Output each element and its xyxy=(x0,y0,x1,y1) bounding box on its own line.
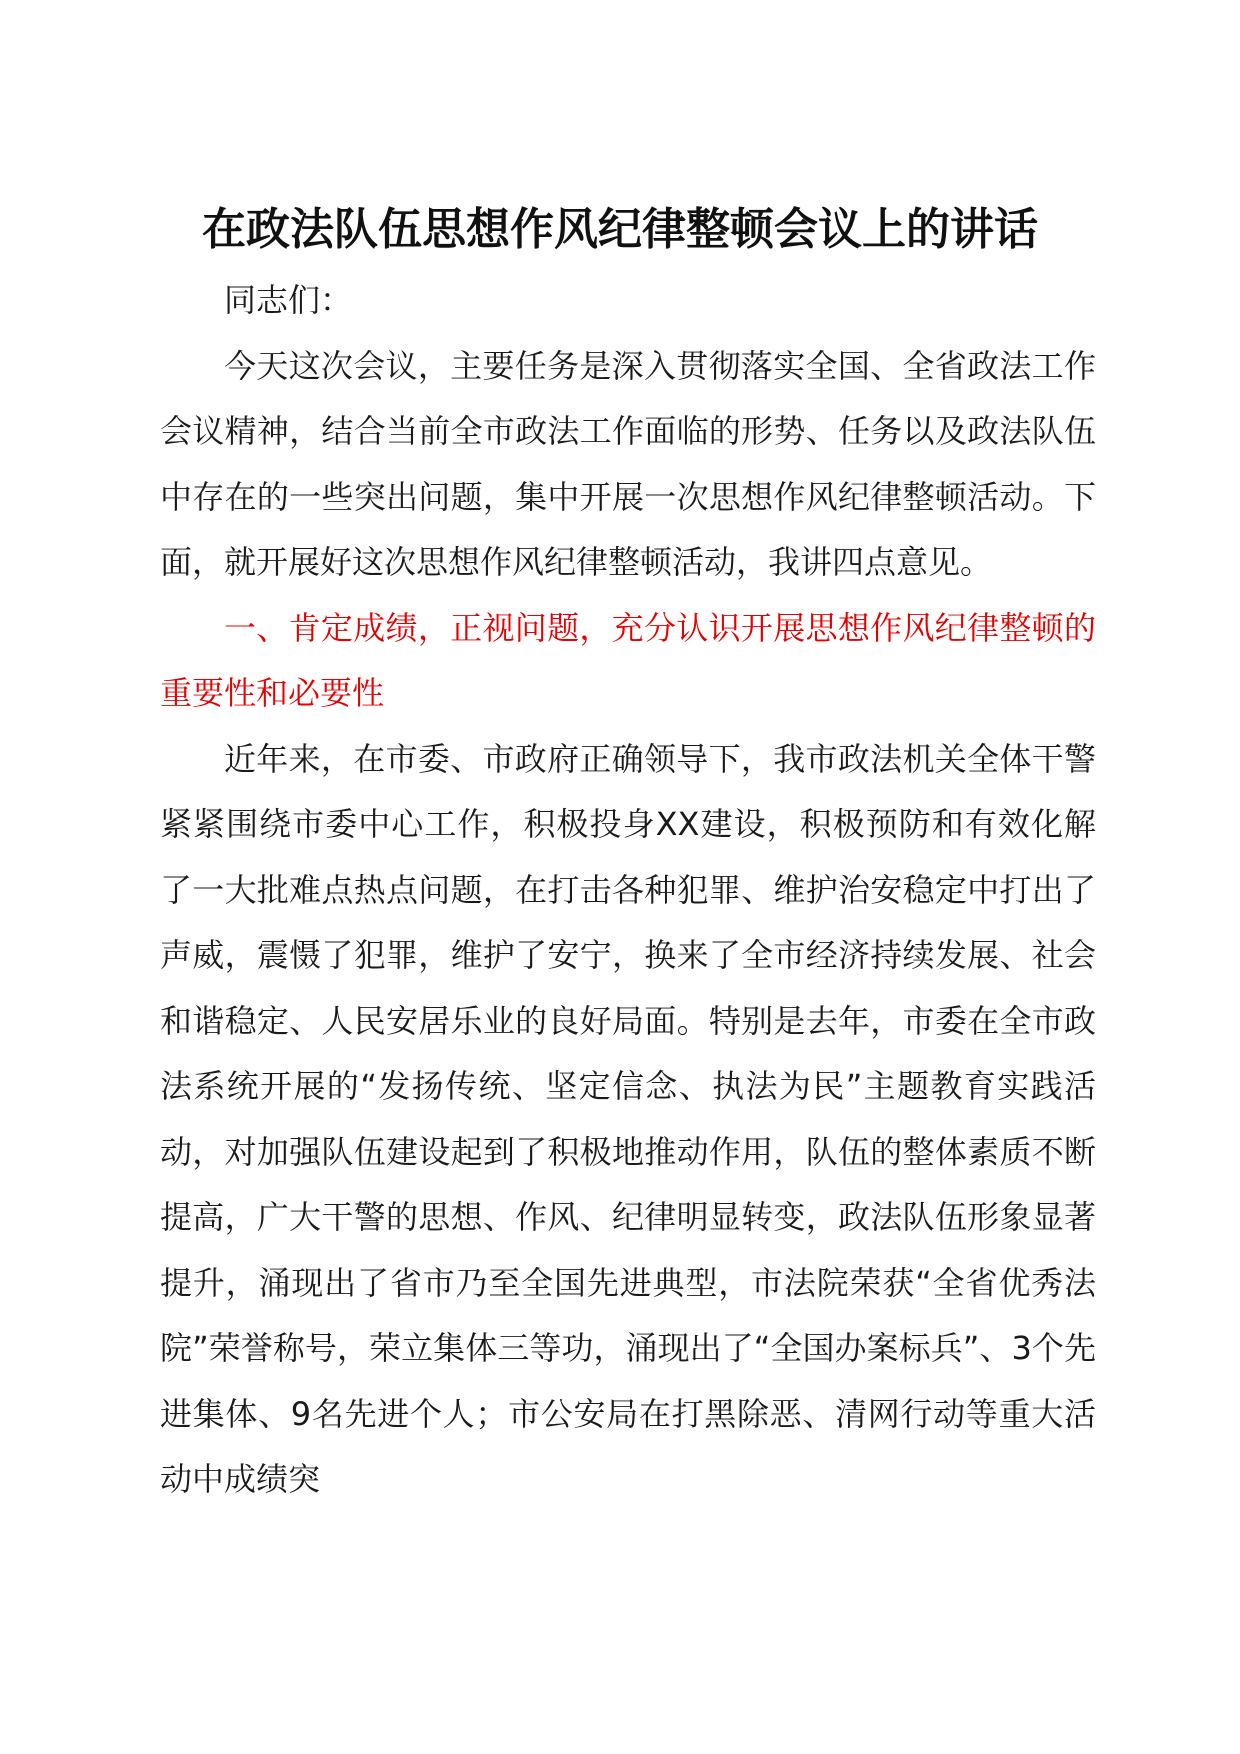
paragraph-intro: 今天这次会议，主要任务是深入贯彻落实全国、全省政法工作会议精神，结合当前全市政法工作面临的形势、任务以及政法队伍中存在的一些突出问题，集中开展一次思想作风纪律整顿活动。下面，就开展好这次思想作风纪律整顿活动，我讲四点意见。 xyxy=(160,346,1096,581)
document-title: 在政法队伍思想作风纪律整顿会议上的讲话 xyxy=(202,204,1038,255)
paragraph-achievements: 近年来，在市委、市政府正确领导下，我市政法机关全体干警紧紧围绕市委中心工作，积极投身XX建设，积极预防和有效化解了一大批难点热点问题，在打击各种犯罪、维护治安稳定中打出了声威，震慑了犯罪，维护了安宁，换来了全市经济持续发展、社会和谐稳定、人民安居乐业的良好局面。特别是去年，市委在全市政法系统开展的“发扬传统、坚定信念、执法为民”主题教育实践活动，对加强队伍建设起到了积极地推动作用，队伍的整体素质不断提高，广大干警的思想、作风、纪律明显转变，政法队伍形象显著提升，涌现出了省市乃至全国先进典型，市法院荣获“全省优秀法院”荣誉称号，荣立集体三等功，涌现出了“全国办案标兵”、3个先进集体、9名先进个人；市公安局在打黑除恶、清网行动等重大活动中成绩突 xyxy=(160,739,1096,1498)
document-body xyxy=(160,268,1096,1513)
section-heading: 一、肯定成绩，正视问题，充分认识开展思想作风纪律整顿的重要性和必要性 xyxy=(160,608,1096,712)
salutation: 同志们： xyxy=(224,281,353,319)
